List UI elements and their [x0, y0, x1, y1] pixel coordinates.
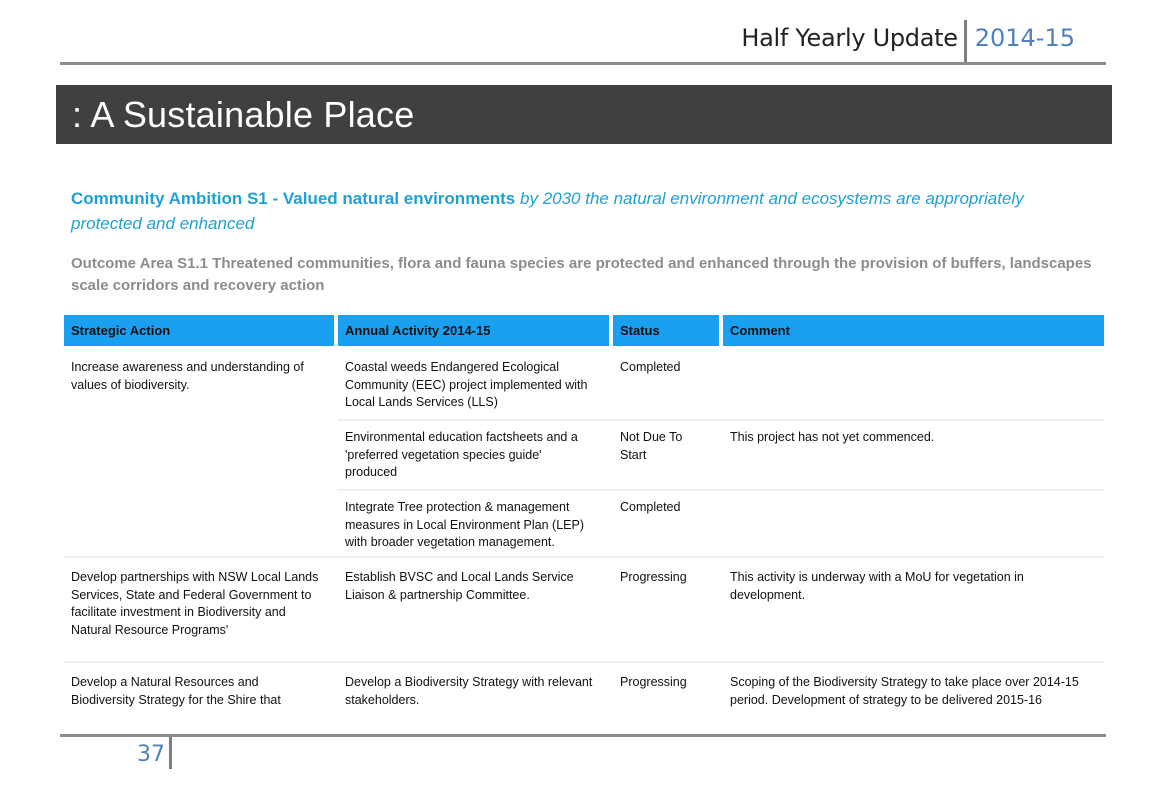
footer-rule — [60, 734, 1106, 737]
table-cell-comment: This project has not yet commenced. — [730, 430, 935, 444]
table-cell-comment: This activity is underway with a MoU for vegetation in development. — [730, 570, 1024, 602]
ambition-text: by 2030 the natural environment and ecosystems are appropriately protected and enhanced — [71, 189, 1024, 233]
table-cell-status: Progressing — [620, 570, 687, 584]
section-banner — [56, 85, 1112, 144]
section-title: : A Sustainable Place — [72, 94, 415, 135]
header-strategic-action: Strategic Action — [64, 315, 334, 346]
header-comment: Comment — [723, 315, 1104, 346]
table-cell-comment — [723, 353, 1093, 365]
row-divider — [338, 419, 1104, 421]
table-cell-action — [64, 493, 334, 505]
table-cell-activity: Environmental education factsheets and a 'preferred vegetation species guide' produced — [345, 430, 578, 479]
page-header — [741, 20, 1075, 64]
table-cell-activity: Coastal weeds Endangered Ecological Community (EEC) project implemented with Local Lands Services (LLS) — [345, 360, 588, 409]
page-number: 37 — [137, 742, 165, 767]
table-cell-activity: Establish BVSC and Local Lands Service Liaison & partnership Committee. — [345, 570, 574, 602]
table-cell-activity: Integrate Tree protection & management measures in Local Environment Plan (LEP) with broader vegetation management. — [345, 500, 585, 549]
table-cell-action: Develop a Natural Resources and Biodiversity Strategy for the Shire that — [71, 675, 281, 707]
table-cell-activity: Develop a Biodiversity Strategy with relevant stakeholders. — [345, 675, 593, 707]
table-cell-comment: Scoping of the Biodiversity Strategy to take place over 2014-15 period. Development of strategy to be delivered 2015-16 — [730, 675, 1079, 707]
row-divider — [64, 661, 1104, 663]
community-ambition — [71, 186, 1061, 236]
table-cell-comment — [723, 493, 1093, 505]
table-cell-status: Completed — [620, 360, 681, 374]
table-cell-status: Completed — [620, 500, 681, 514]
table-cell-status: Progressing — [620, 675, 687, 689]
table-cell-action: Develop partnerships with NSW Local Lands Services, State and Federal Government to facilitate investment in Biodiversity and Natural Resource Programs' — [71, 570, 319, 637]
header-annual-activity: Annual Activity 2014-15 — [338, 315, 609, 346]
footer-separator — [169, 737, 172, 769]
table-cell-action: Increase awareness and understanding of values of biodiversity. — [71, 360, 304, 392]
ambition-label: Community Ambition S1 - Valued natural environments — [71, 189, 516, 208]
header-year: 2014-15 — [974, 24, 1075, 52]
table-cell-status: Not Due To Start — [620, 430, 683, 462]
row-divider — [64, 556, 1104, 558]
header-status: Status — [613, 315, 719, 346]
row-divider — [338, 489, 1104, 491]
header-title: Half Yearly Update — [741, 24, 958, 52]
table-cell-action — [64, 423, 334, 435]
outcome-area: Outcome Area S1.1 Threatened communities, flora and fauna species are protected and enhanced through the provision of buffers, landscapes scale corridors and recovery action — [71, 255, 1092, 294]
header-rule — [60, 62, 1106, 65]
